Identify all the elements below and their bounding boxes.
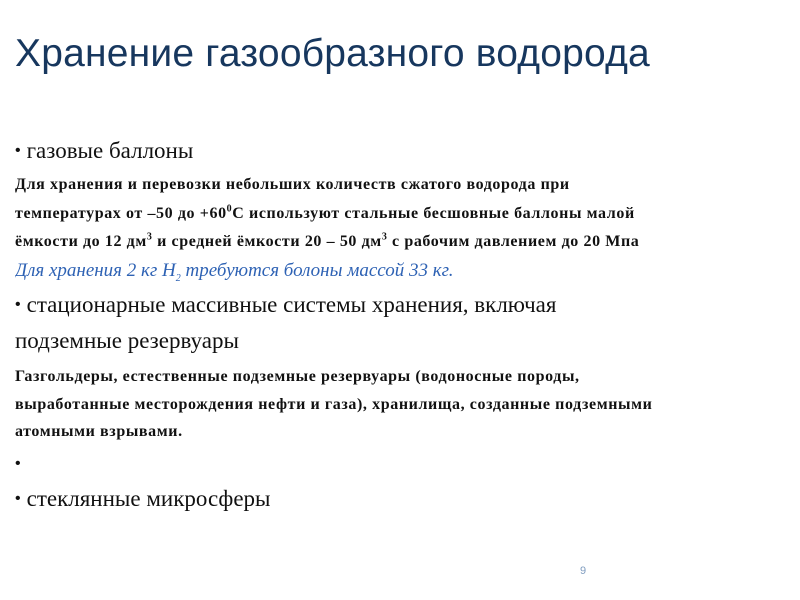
superscript: 3 <box>381 231 388 243</box>
superscript: 3 <box>146 231 153 243</box>
bullet-gas-cylinders <box>15 138 193 164</box>
bullet-icon: • <box>15 142 21 159</box>
paragraph-line: атомными взрывами. <box>15 423 183 440</box>
slide-title: Хранение газообразного водорода <box>15 32 650 75</box>
bullet-text: стеклянные микросферы <box>26 486 271 511</box>
text-run: Для хранения 2 кг Н <box>15 260 176 281</box>
superscript: 0 <box>226 203 233 215</box>
bullet-text: газовые баллоны <box>26 138 194 163</box>
text-run: требуются болоны массой 33 кг. <box>180 260 454 281</box>
paragraph-line: выработанные месторождения нефти и газа), хранилища, созданные подземными <box>15 396 653 413</box>
text-run: и средней ёмкости 20 – 50 дм <box>152 233 382 250</box>
bullet-empty <box>15 451 27 477</box>
bullet-icon: • <box>15 490 21 507</box>
bullet-stationary-systems <box>15 292 556 318</box>
paragraph-line: Для хранения и перевозки небольших количеств сжатого водорода при <box>15 176 570 193</box>
paragraph-line <box>15 233 639 251</box>
bullet-icon: • <box>15 455 21 472</box>
note-line <box>15 260 454 282</box>
text-run: с рабочим давлением до 20 Мпа <box>387 233 640 250</box>
text-run: ёмкости до 12 дм <box>15 233 147 250</box>
slide-content-panel <box>15 28 765 551</box>
bullet-continuation: подземные резервуары <box>15 328 239 353</box>
text-run: температурах от –50 до +60 <box>15 205 227 222</box>
paragraph-line <box>15 205 635 223</box>
text-run: С используют стальные бесшовные баллоны малой <box>232 205 635 222</box>
bullet-glass-microspheres <box>15 486 271 512</box>
bullet-text: стационарные массивные системы хранения, включая <box>26 292 557 317</box>
bullet-icon: • <box>15 296 21 313</box>
page-number: 9 <box>580 565 587 577</box>
paragraph-line: Газгольдеры, естественные подземные резервуары (водоносные породы, <box>15 368 580 385</box>
subscript: 2 <box>175 272 181 284</box>
